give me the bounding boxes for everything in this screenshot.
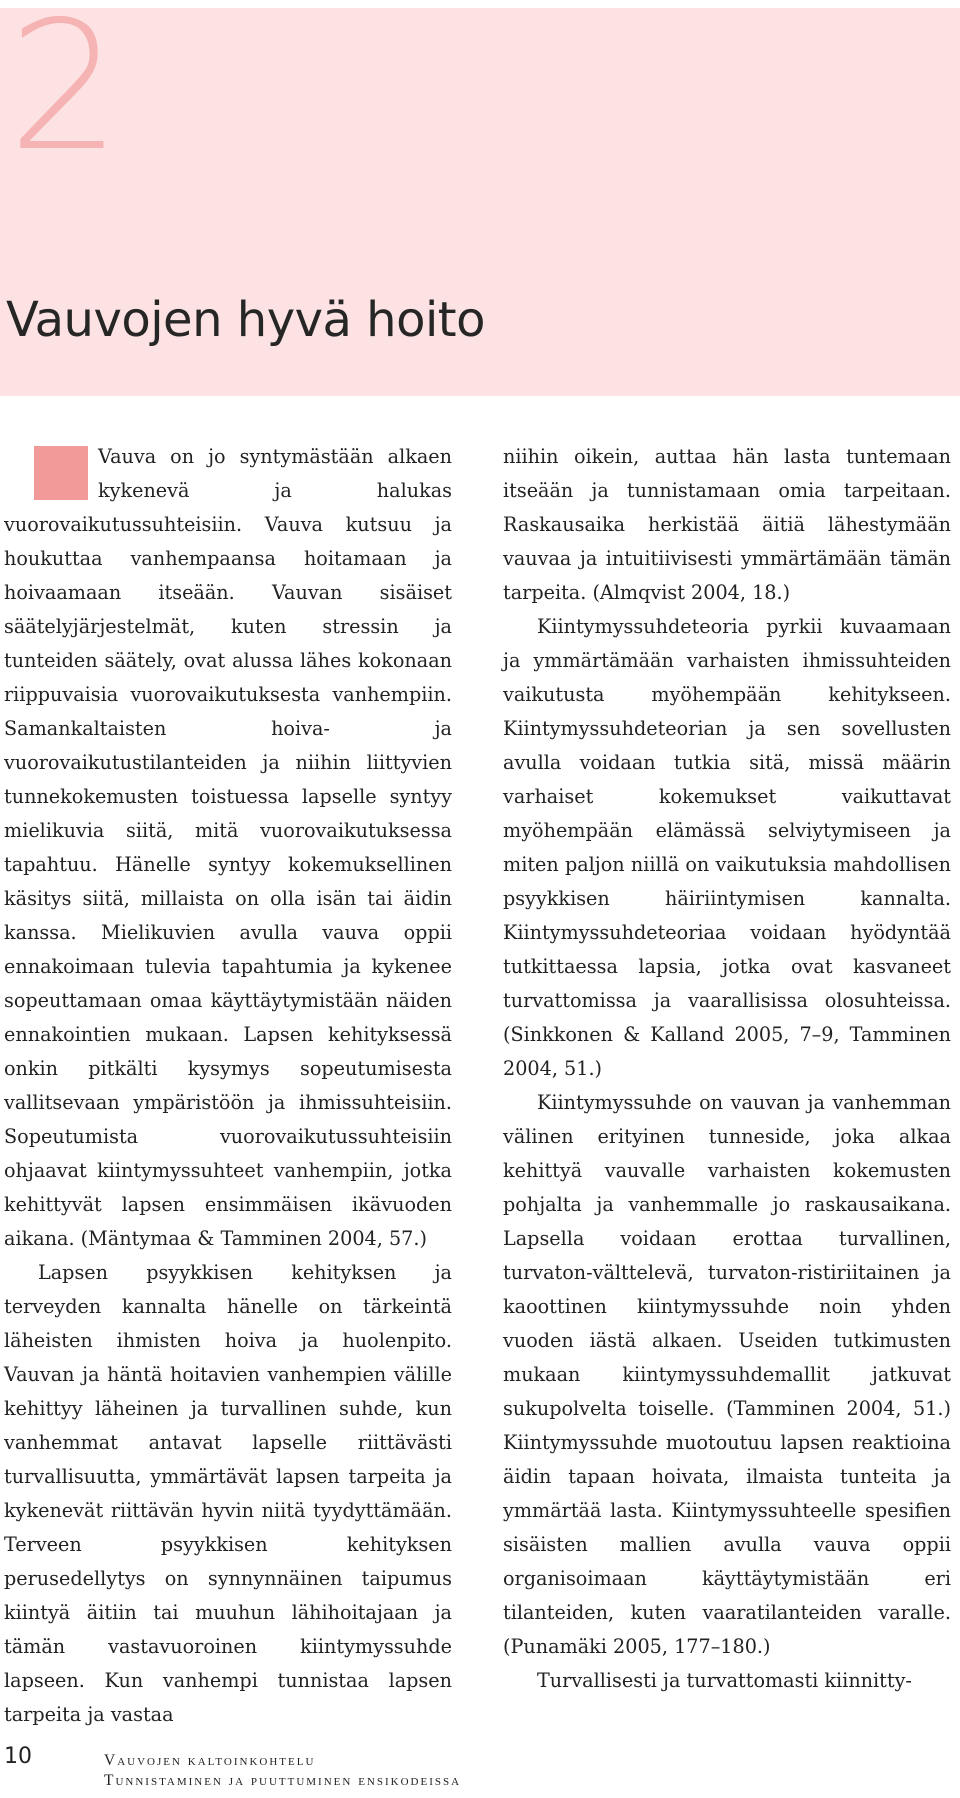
chapter-number: 2 bbox=[8, 0, 122, 190]
text-column-right bbox=[503, 440, 951, 1698]
page-number: 10 bbox=[4, 1744, 32, 1769]
paragraph: Turvallisesti ja turvattomasti kiinnitty- bbox=[537, 1669, 912, 1692]
running-head bbox=[104, 1751, 461, 1791]
decorative-square bbox=[34, 446, 88, 500]
paragraph: Vauva on jo syntymästään alkaen kykenevä ja halukas vuorovaikutussuhteisiin. Vauva kutsuu ja houkuttaa vanhempaansa hoitamaan ja hoivaamaan itseään. Vauvan sisäiset säätelyjärjestelmät, kuten stressin ja tunteiden säätely, ovat alussa lähes kokonaan riippuvaisia vuorovaikutuksesta vanhempiin. Samankaltaisten hoiva- ja vuorovaikutustilanteiden ja niihin liittyvien tunnekokemusten toistuessa lapselle syntyy mielikuvia siitä, mitä vuorovaikutuksessa tapahtuu. Hänelle syntyy kokemuksellinen käsitys siitä, millaista on olla isän tai äidin kanssa. Mielikuvien avulla vauva oppii ennakoimaan tulevia tapahtumia ja kykenee sopeuttamaan omaa käyttäytymistään näiden ennakointien mukaan. Lapsen kehityksessä onkin pitkälti kysymys sopeutumisesta vallitsevaan ympäristöön ja ihmissuhteisiin. Sopeutumista vuorovaikutussuhteisiin ohjaavat kiintymyssuhteet vanhempiin, jotka kehittyvät lapsen ensimmäisen ikävuoden aikana. (Mäntymaa & Tamminen 2004, 57.) bbox=[4, 445, 452, 1250]
paragraph: Kiintymyssuhdeteoria pyrkii kuvaamaan ja ymmärtämään varhaisten ihmissuhteiden vaikutusta myöhempään kehitykseen. Kiintymyssuhdeteorian ja sen sovellusten avulla voidaan tutkia sitä, missä määrin varhaiset kokemukset vaikuttavat myöhempään elämässä selviytymiseen ja miten paljon niillä on vaikutuksia mahdollisen psyykkisen häiriintymisen kannalta. Kiintymyssuhdeteoriaa voidaan hyödyntää tutkittaessa lapsia, jotka ovat kasvaneet turvattomissa ja vaarallisissa olosuhteissa. (Sinkkonen & Kalland 2005, 7–9, Tamminen 2004, 51.) bbox=[503, 615, 951, 1080]
text-column-left bbox=[4, 440, 452, 1732]
running-head-line: Tunnistaminen ja puuttuminen ensikodeissa bbox=[104, 1772, 462, 1789]
paragraph: niihin oikein, auttaa hän lasta tuntemaan itseään ja tunnistamaan omia tarpeitaan. Raskausaika herkistää äitiä lähestymään vauvaa ja intuitiivisesti ymmärtämään tämän tarpeita. (Almqvist 2004, 18.) bbox=[503, 445, 951, 604]
chapter-title: Vauvojen hyvä hoito bbox=[6, 292, 485, 348]
running-head-line: Vauvojen kaltoinkohtelu bbox=[104, 1752, 316, 1769]
page-footer bbox=[0, 1740, 960, 1790]
paragraph: Kiintymyssuhde on vauvan ja vanhemman välinen erityinen tunneside, joka alkaa kehittyä vauvalle varhaisten kokemusten pohjalta ja vanhemmalle jo raskausaikana. Lapsella voidaan erottaa turvallinen, turvaton-välttelevä, turvaton-ristiriitainen ja kaoottinen kiintymyssuhde noin yhden vuoden iästä alkaen. Useiden tutkimusten mukaan kiintymyssuhdemallit jatkuvat sukupolvelta toiselle. (Tamminen 2004, 51.) Kiintymyssuhde muotoutuu lapsen reaktioina äidin tapaan hoivata, ilmaista tunteita ja ymmärtää lasta. Kiintymyssuhteelle spesifien sisäisten mallien avulla vauva oppii organisoimaan käyttäytymistään eri tilanteiden, kuten vaaratilanteiden varalle. (Punamäki 2005, 177–180.) bbox=[503, 1091, 951, 1658]
paragraph: Lapsen psyykkisen kehityksen ja terveyden kannalta hänelle on tärkeintä läheisten ihmisten hoiva ja huolenpito. Vauvan ja häntä hoitavien vanhempien välille kehittyy läheinen ja turvallinen suhde, kun vanhemmat antavat lapselle riittävästi turvallisuutta, ymmärtävät lapsen tarpeita ja kykenevät riittävän hyvin niitä tyydyttämään. Terveen psyykkisen kehityksen perusedellytys on synnynnäinen taipumus kiintyä äitiin tai muuhun lähihoitajaan ja tämän vastavuoroinen kiintymyssuhde lapseen. Kun vanhempi tunnistaa lapsen tarpeita ja vastaa bbox=[4, 1261, 452, 1726]
chapter-header bbox=[0, 0, 960, 396]
